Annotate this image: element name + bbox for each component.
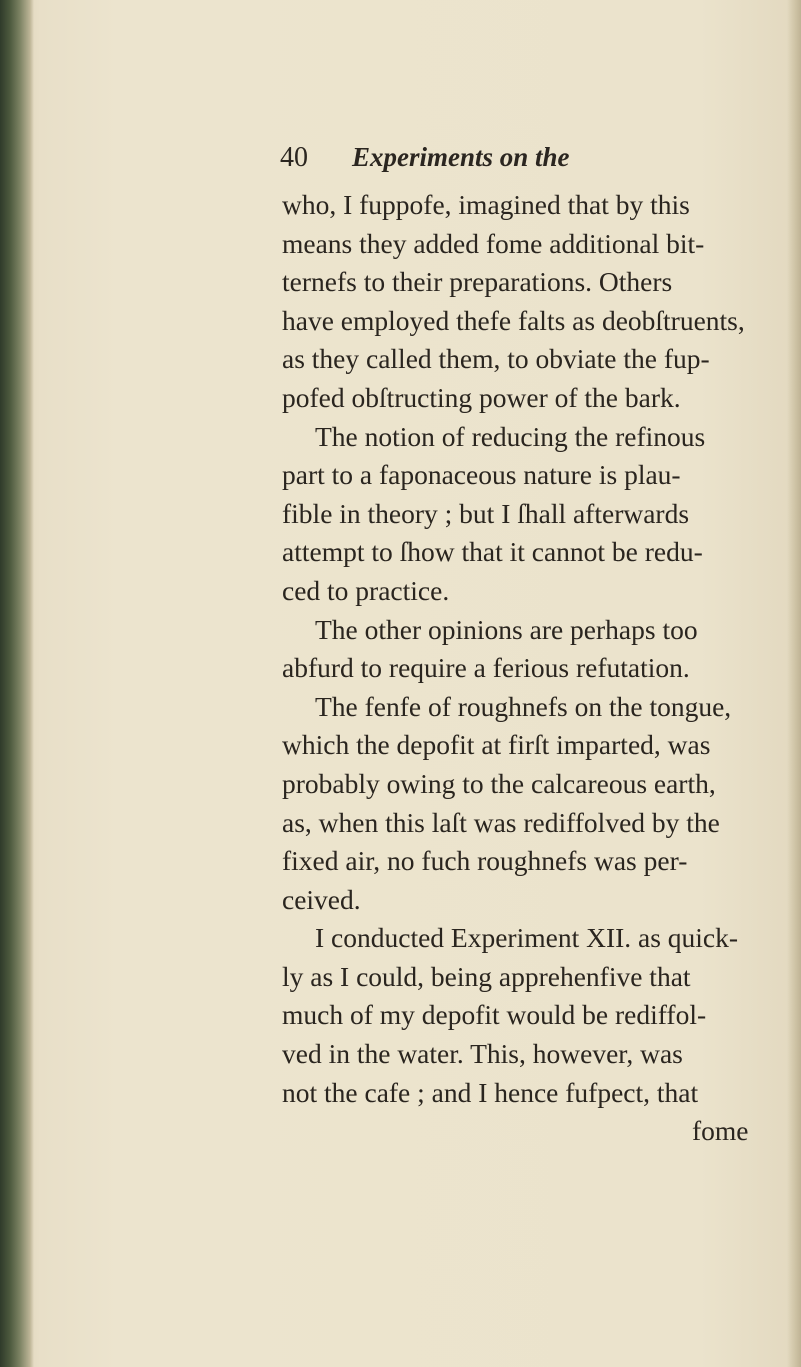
- text-line: probably owing to the calcareous earth,: [282, 767, 716, 799]
- text-line: ternefs to their preparations. Others: [282, 266, 673, 298]
- text-line: much of my depofit would be rediffol-: [282, 999, 707, 1031]
- text-line: have employed thefe falts as deobſtruents,: [282, 304, 745, 336]
- running-title: Experiments on the: [352, 142, 570, 172]
- text-line: fible in theory ; but I ſhall afterwards: [282, 497, 690, 529]
- text-line: abfurd to require a ferious refutation.: [282, 652, 690, 684]
- page-number: 40: [280, 142, 308, 173]
- text-line: ced to practice.: [282, 574, 450, 606]
- text-line: pofed obſtructing power of the bark.: [282, 381, 681, 413]
- page-header: [280, 142, 570, 182]
- text-line: not the cafe ; and I hence fufpect, that: [282, 1076, 699, 1108]
- text-line: who, I fuppofe, imagined that by this: [282, 189, 690, 220]
- text-line: The fenfe of roughnefs on the tongue,: [315, 690, 732, 722]
- text-line: attempt to ſhow that it cannot be redu-: [282, 536, 703, 568]
- book-binding-shadow: [0, 0, 34, 1367]
- text-line: ved in the water. This, however, was: [282, 1038, 683, 1070]
- text-line: The notion of reducing the refinous: [315, 420, 706, 452]
- text-line: part to a faponaceous nature is plau-: [282, 459, 681, 491]
- text-line: I conducted Experiment XII. as quick-: [315, 922, 739, 954]
- text-line: ly as I could, being apprehenfive that: [282, 960, 691, 992]
- body-text: [282, 186, 801, 1151]
- text-line: fixed air, no fuch roughnefs was per-: [282, 845, 688, 877]
- text-line: as they called them, to obviate the fup-: [282, 343, 710, 375]
- text-line: as, when this laſt was rediffolved by the: [282, 806, 720, 838]
- text-line: which the depofit at firſt imparted, was: [282, 729, 711, 761]
- text-line: means they added fome additional bit-: [282, 227, 705, 259]
- catchword: fome: [692, 1115, 749, 1147]
- text-line: ceived.: [282, 883, 361, 915]
- text-line: The other opinions are perhaps too: [315, 613, 698, 645]
